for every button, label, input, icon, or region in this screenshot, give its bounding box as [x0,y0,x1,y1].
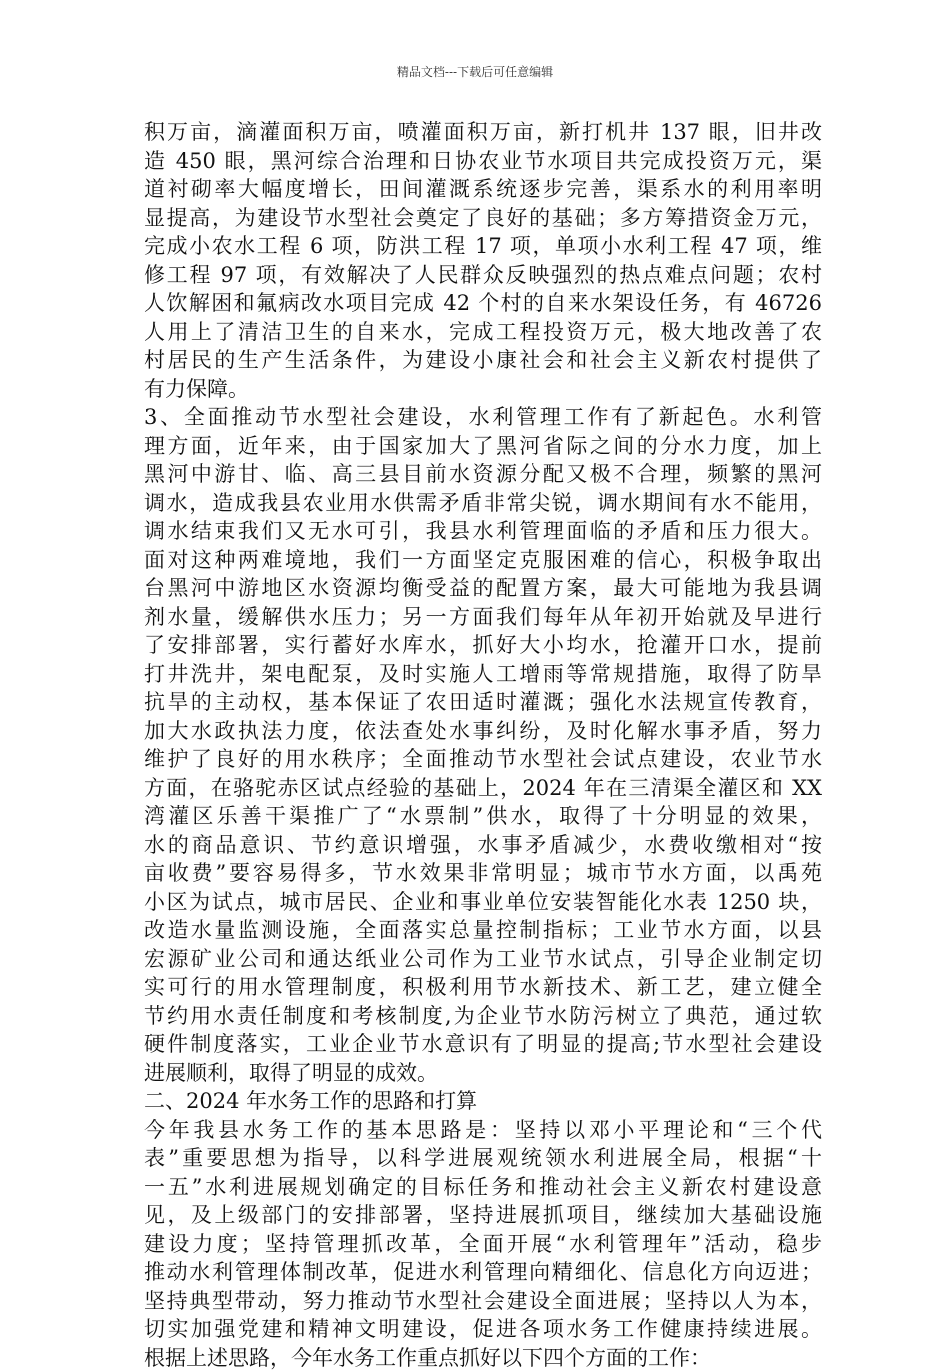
text-line: 抗旱的主动权，基本保证了农田适时灌溉；强化水法规宣传教育， [144,688,822,717]
text-line: 表”重要思想为指导，以科学进展观统领水利进展全局，根据“十 [144,1144,822,1173]
text-line: 完成小农水工程 6 项，防洪工程 17 项，单项小水利工程 47 项，维 [144,232,822,261]
text-line: 村居民的生产生活条件，为建设小康社会和社会主义新农村提供了 [144,346,822,375]
text-line: 人饮解困和氟病改水项目完成 42 个村的自来水架设任务，有 46726 [144,289,822,318]
text-line: 人用上了清洁卫生的自来水，完成工程投资万元，极大地改善了农 [144,318,822,347]
text-line: 推动水利管理体制改革，促进水利管理向精细化、信息化方向迈进； [144,1258,822,1287]
text-line: 改造水量监测设施，全面落实总量控制指标；工业节水方面，以县 [144,916,822,945]
text-line: 切实加强党建和精神文明建设，促进各项水务工作健康持续进展。 [144,1315,822,1344]
text-line: 根据上述思路，今年水务工作重点抓好以下四个方面的工作： [144,1344,822,1372]
text-line: 修工程 97 项，有效解决了人民群众反映强烈的热点难点问题；农村 [144,261,822,290]
text-line: 进展顺利，取得了明显的成效。 [144,1059,822,1088]
text-line: 节约用水责任制度和考核制度,为企业节水防污树立了典范，通过软 [144,1002,822,1031]
text-line: 显提高，为建设节水型社会奠定了良好的基础；多方筹措资金万元， [144,204,822,233]
text-line: 造 450 眼，黑河综合治理和日协农业节水项目共完成投资万元，渠 [144,147,822,176]
text-line: 有力保障。 [144,375,822,404]
text-line: 实可行的用水管理制度，积极利用节水新技术、新工艺，建立健全 [144,973,822,1002]
text-line: 小区为试点，城市居民、企业和事业单位安装智能化水表 1250 块， [144,888,822,917]
text-line: 维护了良好的用水秩序；全面推动节水型社会试点建设，农业节水 [144,745,822,774]
text-line: 道衬砌率大幅度增长，田间灌溉系统逐步完善，渠系水的利用率明 [144,175,822,204]
text-line: 一五”水利进展规划确定的目标任务和推动社会主义新农村建设意 [144,1173,822,1202]
text-line: 今年我县水务工作的基本思路是：坚持以邓小平理论和“三个代 [144,1116,822,1145]
text-line: 调水，造成我县农业用水供需矛盾非常尖锐，调水期间有水不能用， [144,489,822,518]
text-line: 水的商品意识、节约意识增强，水事矛盾减少，水费收缴相对“按 [144,831,822,860]
text-line: 湾灌区乐善干渠推广了“水票制”供水，取得了十分明显的效果， [144,802,822,831]
text-line: 方面，在骆驼赤区试点经验的基础上，2024 年在三清渠全灌区和 XX [144,774,822,803]
text-line: 台黑河中游地区水资源均衡受益的配置方案，最大可能地为我县调 [144,574,822,603]
text-line: 了安排部署，实行蓄好水库水，抓好大小均水，抢灌开口水，提前 [144,631,822,660]
text-line: 理方面，近年来，由于国家加大了黑河省际之间的分水力度，加上 [144,432,822,461]
text-line: 打井洗井，架电配泵，及时实施人工增雨等常规措施，取得了防旱 [144,660,822,689]
text-line: 建设力度；坚持管理抓改革，全面开展“水利管理年”活动，稳步 [144,1230,822,1259]
text-line: 硬件制度落实，工业企业节水意识有了明显的提高;节水型社会建设 [144,1030,822,1059]
text-line: 宏源矿业公司和通达纸业公司作为工业节水试点，引导企业制定切 [144,945,822,974]
text-line: 二、2024 年水务工作的思路和打算 [144,1087,822,1116]
text-line: 调水结束我们又无水可引，我县水利管理面临的矛盾和压力很大。 [144,517,822,546]
text-line: 黑河中游甘、临、高三县目前水资源分配又极不合理，频繁的黑河 [144,460,822,489]
text-line: 亩收费”要容易得多，节水效果非常明显；城市节水方面，以禹苑 [144,859,822,888]
text-line: 剂水量，缓解供水压力；另一方面我们每年从年初开始就及早进行 [144,603,822,632]
text-line: 加大水政执法力度，依法查处水事纠纷，及时化解水事矛盾，努力 [144,717,822,746]
text-line: 3、全面推动节水型社会建设，水利管理工作有了新起色。水利管 [144,403,822,432]
text-line: 见，及上级部门的安排部署，坚持进展抓项目，继续加大基础设施 [144,1201,822,1230]
document-body [144,118,822,1372]
text-line: 面对这种两难境地，我们一方面坚定克服困难的信心，积极争取出 [144,546,822,575]
text-line: 积万亩，滴灌面积万亩，喷灌面积万亩，新打机井 137 眼，旧井改 [144,118,822,147]
text-line: 坚持典型带动，努力推动节水型社会建设全面进展；坚持以人为本， [144,1287,822,1316]
page-header: 精品文档---下载后可任意编辑 [0,64,950,80]
